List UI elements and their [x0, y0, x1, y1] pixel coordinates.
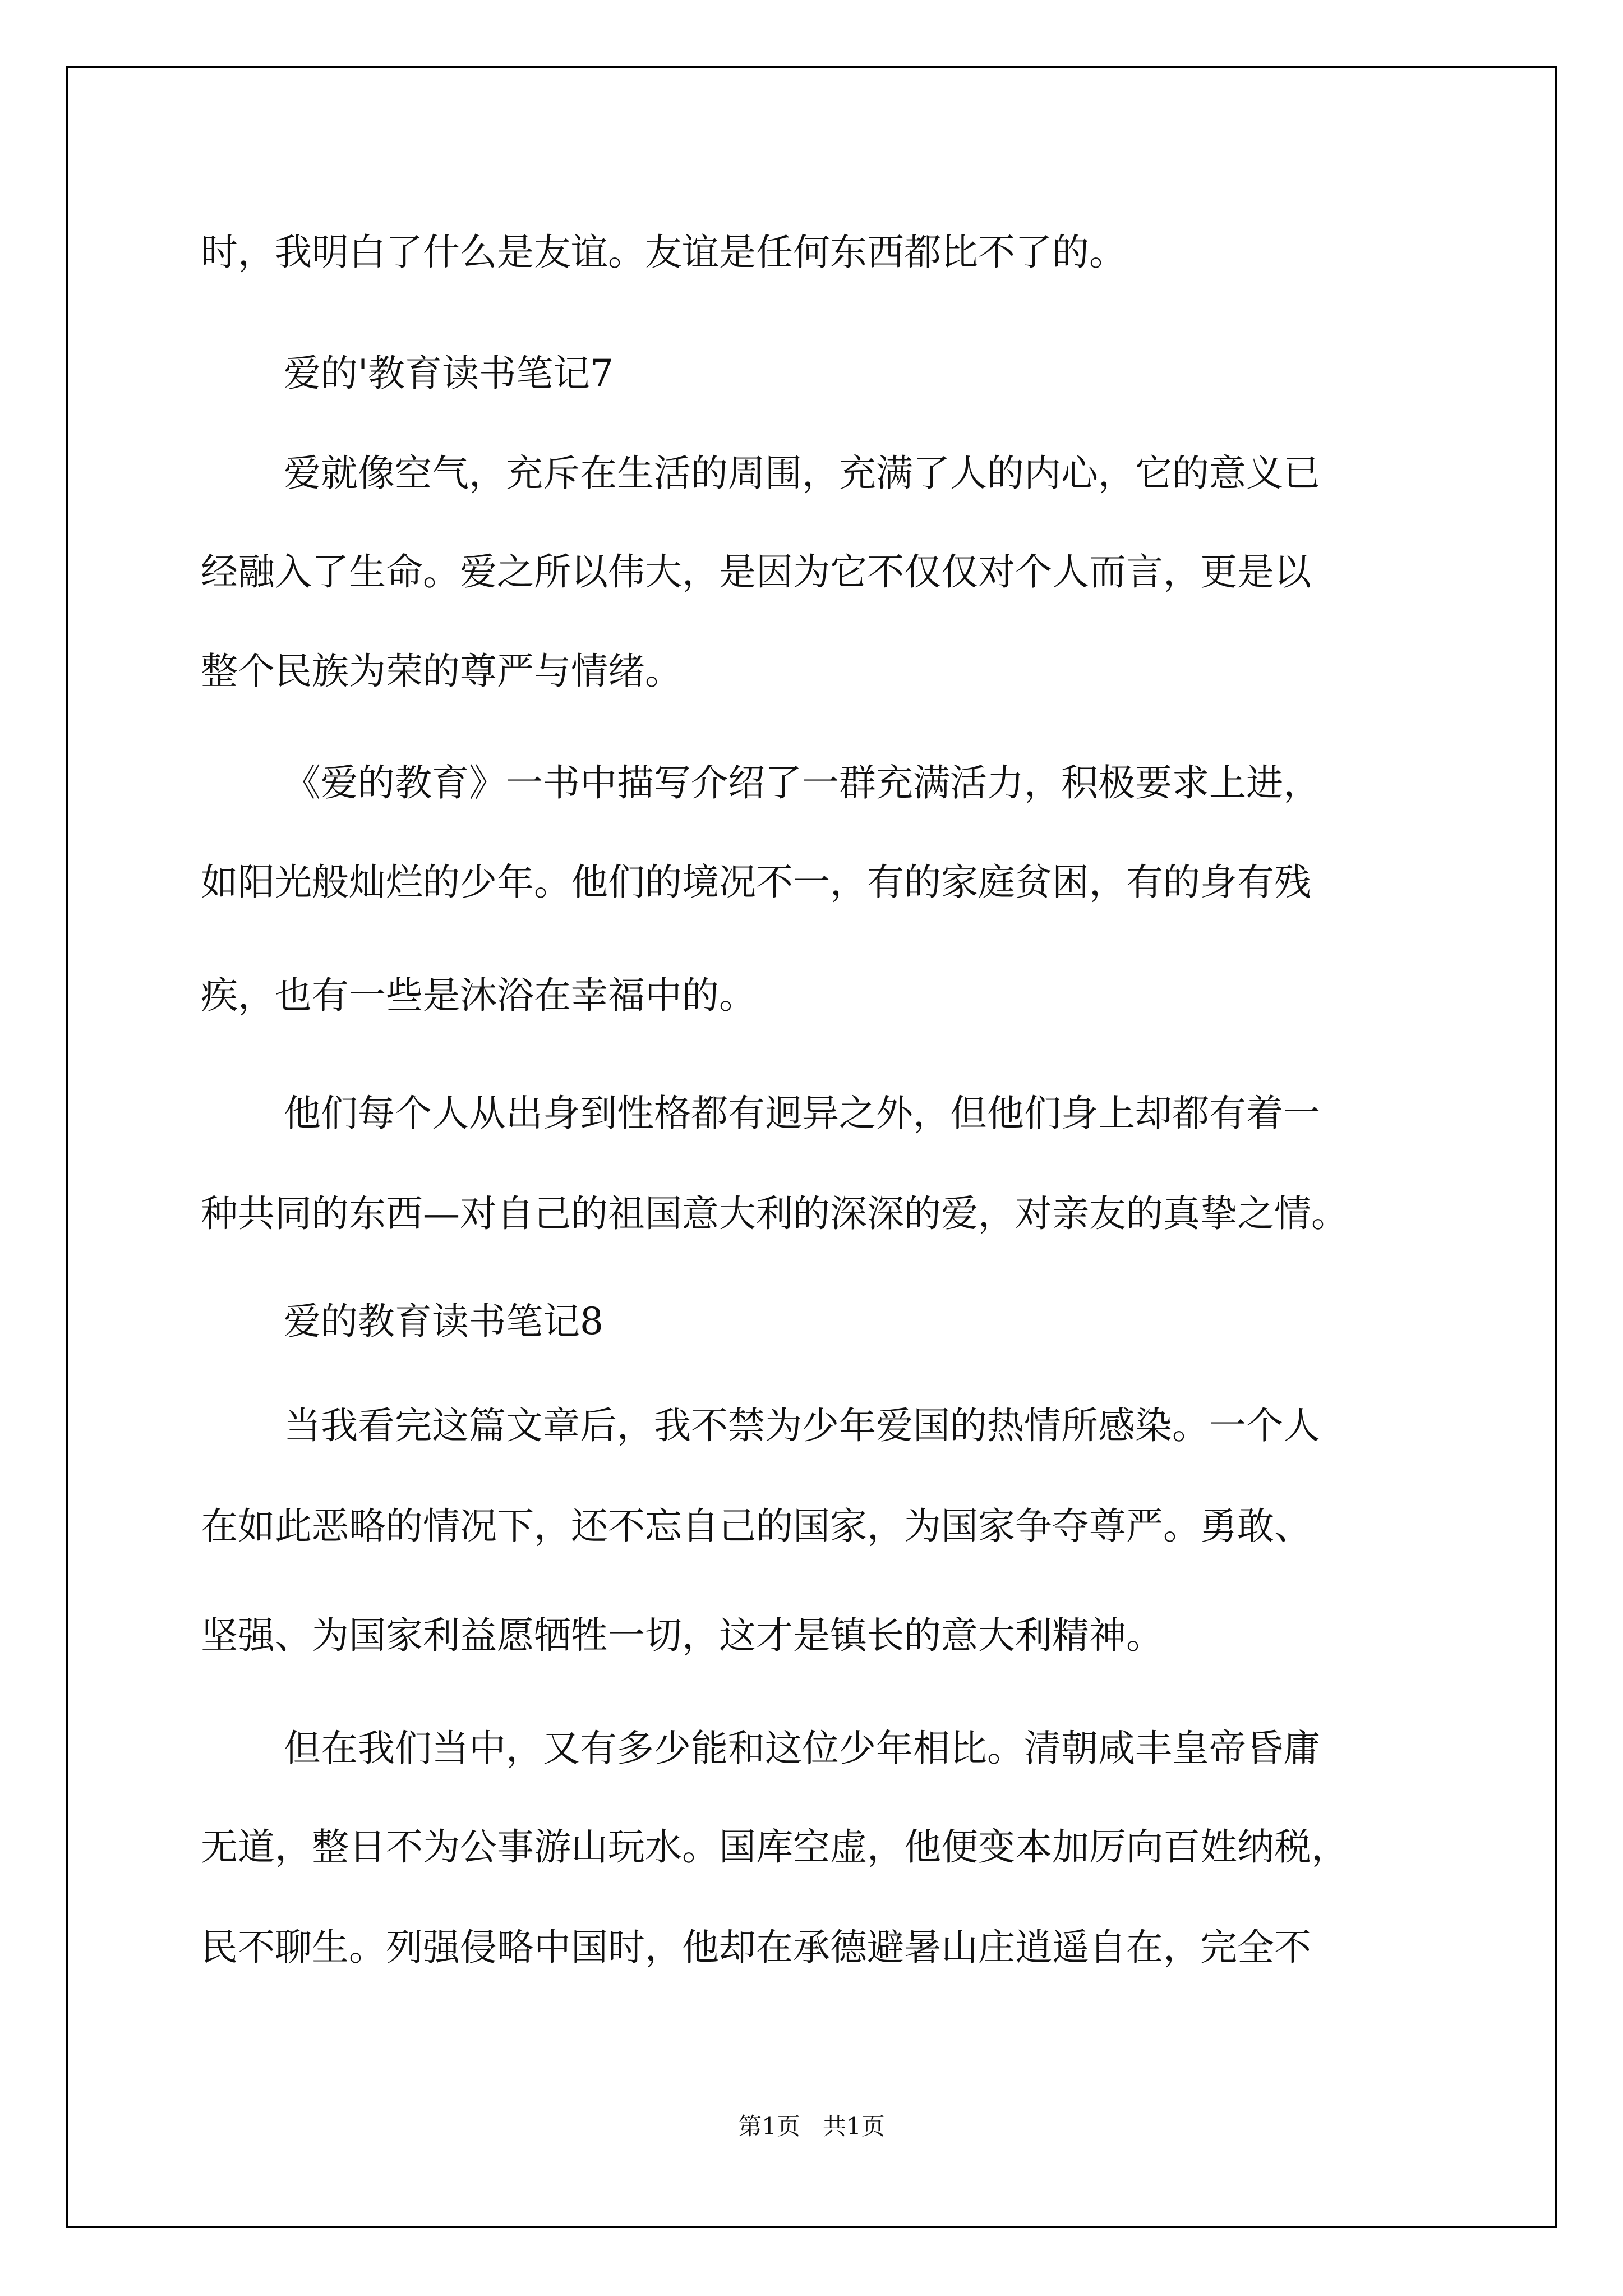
text-line: 民不聊生。列强侵略中国时，他却在承德避暑山庄逍遥自在，完全不 — [201, 1926, 1311, 1969]
section-heading: 爱的'教育读书笔记7 — [284, 352, 614, 395]
text-line: 爱就像空气，充斥在生活的周围，充满了人的内心，它的意义已 — [284, 452, 1320, 495]
text-line: 在如此恶略的情况下，还不忘自己的国家，为国家争夺尊严。勇敢、 — [201, 1504, 1311, 1548]
text-line: 但在我们当中，又有多少能和这位少年相比。清朝咸丰皇帝昏庸 — [284, 1727, 1320, 1770]
section-heading: 爱的教育读书笔记8 — [284, 1300, 603, 1343]
text-line: 整个民族为荣的尊严与情绪。 — [201, 650, 682, 693]
text-line: 时，我明白了什么是友谊。友谊是任何东西都比不了的。 — [201, 231, 1126, 274]
text-line: 当我看完这篇文章后，我不禁为少年爱国的热情所感染。一个人 — [284, 1404, 1320, 1447]
text-line: 经融入了生命。爱之所以伟大，是因为它不仅仅对个人而言，更是以 — [201, 550, 1311, 593]
text-line: 种共同的东西—对自己的祖国意大利的深深的爱，对亲友的真挚之情。 — [201, 1192, 1348, 1235]
page-number-footer: 第1页 共1页 — [738, 2113, 885, 2140]
text-line: 疾，也有一些是沐浴在幸福中的。 — [201, 974, 756, 1017]
text-line: 坚强、为国家利益愿牺牲一切，这才是镇长的意大利精神。 — [201, 1614, 1163, 1657]
text-line: 《爱的教育》一书中描写介绍了一群充满活力，积极要求上进， — [284, 761, 1320, 804]
text-line: 无道，整日不为公事游山玩水。国库空虚，他便变本加厉向百姓纳税， — [201, 1825, 1348, 1869]
text-line: 他们每个人从出身到性格都有迥异之外，但他们身上却都有着一 — [284, 1092, 1320, 1135]
text-line: 如阳光般灿烂的少年。他们的境况不一，有的家庭贫困，有的身有残 — [201, 861, 1311, 904]
